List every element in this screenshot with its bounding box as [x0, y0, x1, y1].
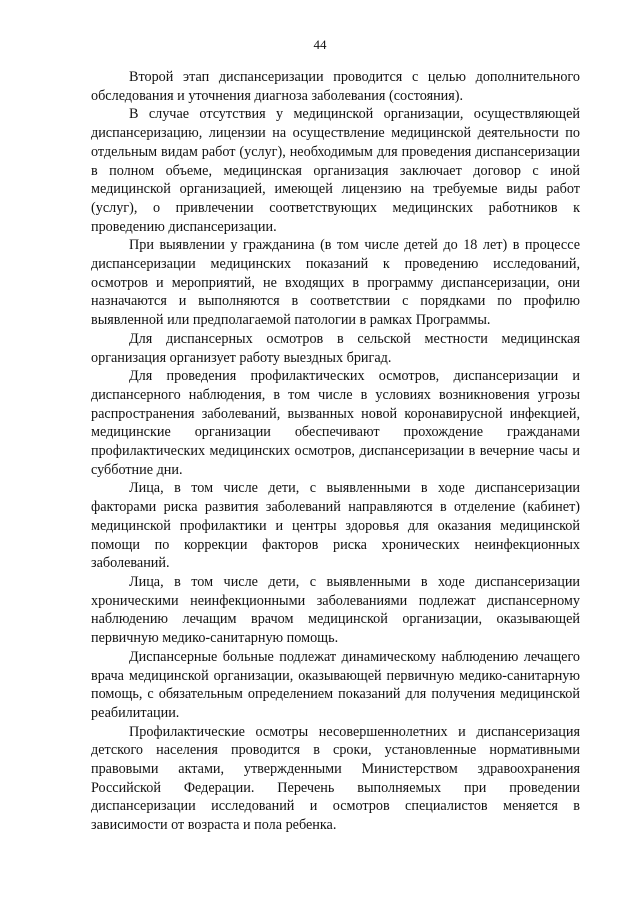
document-body	[91, 68, 580, 835]
paragraph: Второй этап диспансеризации проводится с целью дополнительного обследования и уточнения диагноза заболевания (состояния).	[91, 69, 580, 104]
paragraph: Для диспансерных осмотров в сельской местности медицинская организация организует работу выездных бригад.	[91, 330, 580, 366]
paragraph: Профилактические осмотры несовершеннолетних и диспансеризация детского населения проводится в сроки, установленные нормативными правовыми актами, утвержденными Министерством здравоохранения Российской Федерации. Перечень выполняемых при проведении диспансеризации исследований и осмотров специалистов меняется в зависимости от возраста и пола ребенка.	[91, 723, 580, 834]
paragraph: Лица, в том числе дети, с выявленными в ходе диспансеризации хроническими неинфекционными заболеваниями подлежат диспансерному наблюдению лечащим врачом медицинской организации, оказывающей первичную медико-санитарную помощь.	[91, 573, 580, 647]
paragraph: Диспансерные больные подлежат динамическому наблюдению лечащего врача медицинской организации, оказывающей первичную медико-санитарную помощь, с обязательным определением показаний для получения медицинской реабилитации.	[91, 648, 580, 721]
paragraph: Лица, в том числе дети, с выявленными в ходе диспансеризации факторами риска развития заболеваний направляются в отделение (кабинет) медицинской профилактики и центры здоровья для оказания медицинской помощи по коррекции факторов риска хронических неинфекционных заболеваний.	[91, 480, 580, 572]
paragraph: При выявлении у гражданина (в том числе детей до 18 лет) в процессе диспансеризации медицинских показаний к проведению исследований, осмотров и мероприятий, не входящих в программу диспансеризации, они назначаются и выполняются в соответствии с порядками по профилю выявленной или предполагаемой патологии в рамках Программы.	[91, 237, 580, 329]
page-number: 44	[313, 37, 327, 52]
paragraph: В случае отсутствия у медицинской организации, осуществляющей диспансеризацию, лицензии на осуществление медицинской деятельности по отдельным видам работ (услуг), необходимым для проведения диспансеризации в полном объеме, медицинская организация заключает договор с иной медицинской организацией, имеющей лицензию на требуемые виды работ (услуг), о привлечении соответствующих медицинских работников к проведению диспансеризации.	[91, 106, 580, 235]
paragraph: Для проведения профилактических осмотров, диспансеризации и диспансерного наблюдения, в том числе в условиях возникновения угрозы распространения заболеваний, вызванных новой коронавирусной инфекцией, медицинские организации обеспечивают прохождение гражданами профилактических медицинских осмотров, диспансеризации в вечерние часы и субботние дни.	[91, 368, 580, 478]
